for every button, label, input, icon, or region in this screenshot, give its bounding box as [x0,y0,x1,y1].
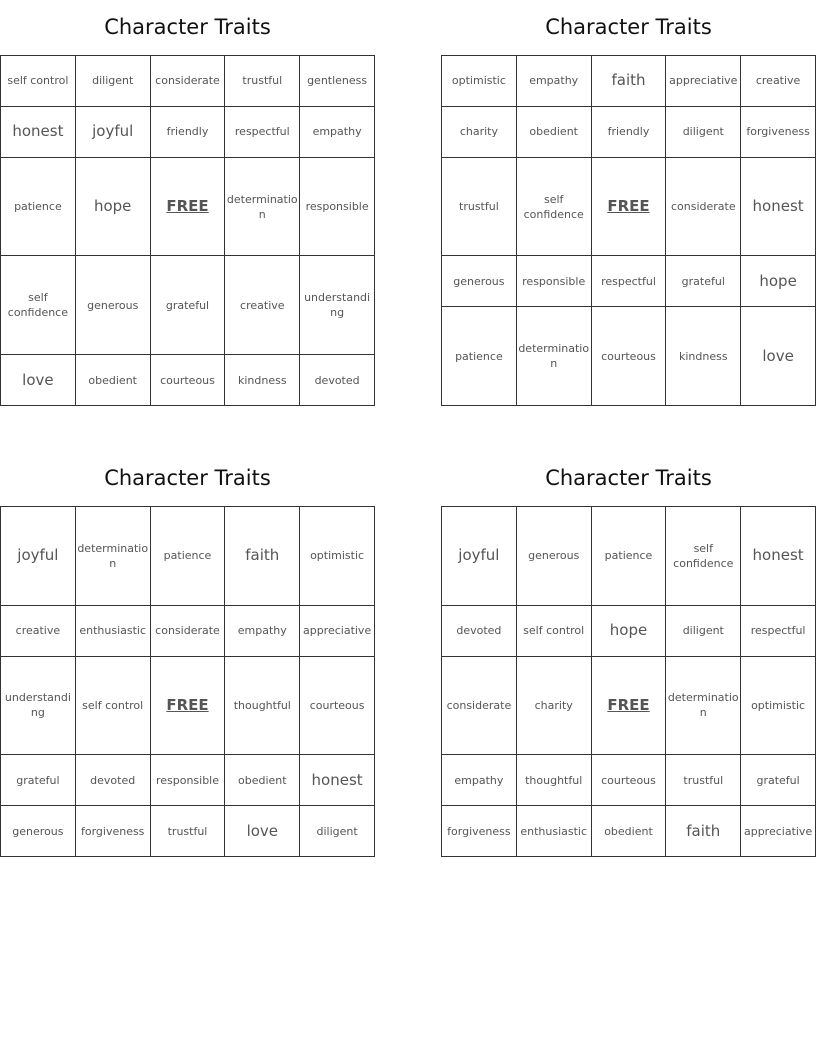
bingo-cell: trustful [666,755,741,806]
bingo-cell: determination [666,656,741,755]
bingo-cell: determination [225,157,300,256]
bingo-cell: friendly [591,106,666,157]
grid-row [1,755,375,806]
bingo-grid [441,55,816,406]
free-space-cell: FREE [591,656,666,755]
bingo-cell: empathy [300,106,375,157]
bingo-cell: trustful [150,806,225,857]
bingo-cell: kindness [225,355,300,406]
bingo-card-3 [0,451,375,857]
bingo-cell: appreciative [300,605,375,656]
bingo-cell: patience [150,507,225,606]
bingo-cell: devoted [300,355,375,406]
bingo-cell: faith [225,507,300,606]
bingo-cell: joyful [442,507,517,606]
bingo-cell: considerate [666,157,741,256]
grid-row [442,56,816,107]
bingo-cell: forgiveness [741,106,816,157]
bingo-cell: enthusiastic [75,605,150,656]
bingo-cell: optimistic [741,656,816,755]
grid-row [1,507,375,606]
bingo-cell: optimistic [300,507,375,606]
bingo-cell: forgiveness [75,806,150,857]
bingo-cell: optimistic [442,56,517,107]
bingo-cell: charity [516,656,591,755]
bingo-card-1 [0,0,375,406]
grid-row [442,307,816,406]
grid-row [1,157,375,256]
bingo-cell: responsible [300,157,375,256]
bingo-cell: self control [516,605,591,656]
bingo-cell: understanding [300,256,375,355]
bingo-cell: thoughtful [225,656,300,755]
bingo-cell: considerate [150,56,225,107]
bingo-cell: respectful [741,605,816,656]
bingo-cell: grateful [150,256,225,355]
bingo-cell: obedient [75,355,150,406]
bingo-cell: courteous [591,755,666,806]
bingo-cell: thoughtful [516,755,591,806]
bingo-cell: grateful [666,256,741,307]
free-space-cell: FREE [150,157,225,256]
card-title: Character Traits [104,15,271,39]
bingo-cell: respectful [591,256,666,307]
bingo-cell: self confidence [1,256,76,355]
bingo-cell: kindness [666,307,741,406]
bingo-cell: generous [75,256,150,355]
bingo-cell: trustful [225,56,300,107]
grid-row [442,605,816,656]
bingo-cell: determination [75,507,150,606]
bingo-cell: creative [741,56,816,107]
bingo-cell: honest [741,507,816,606]
bingo-cell: friendly [150,106,225,157]
bingo-cell: patience [1,157,76,256]
bingo-cell: appreciative [666,56,741,107]
bingo-cell: determination [516,307,591,406]
grid-row [442,507,816,606]
bingo-cell: self control [1,56,76,107]
bingo-cell: self confidence [516,157,591,256]
card-title: Character Traits [545,466,712,490]
grid-row [1,106,375,157]
free-space-cell: FREE [591,157,666,256]
bingo-grid [441,506,816,857]
bingo-cell: self control [75,656,150,755]
grid-row [1,256,375,355]
grid-row [442,755,816,806]
grid-row [1,605,375,656]
bingo-cell: trustful [442,157,517,256]
grid-row [1,656,375,755]
free-space-cell: FREE [150,656,225,755]
bingo-card-4 [441,451,816,857]
bingo-cell: gentleness [300,56,375,107]
bingo-cell: empathy [225,605,300,656]
grid-row [1,56,375,107]
bingo-cell: courteous [150,355,225,406]
bingo-cell: obedient [225,755,300,806]
bingo-cell: patience [591,507,666,606]
bingo-cell: empathy [516,56,591,107]
grid-row [442,656,816,755]
bingo-cell: diligent [666,605,741,656]
bingo-cell: diligent [75,56,150,107]
bingo-cell: hope [75,157,150,256]
grid-row [1,355,375,406]
grid-row [442,806,816,857]
bingo-cell: forgiveness [442,806,517,857]
bingo-cell: love [225,806,300,857]
bingo-cell: enthusiastic [516,806,591,857]
bingo-cell: joyful [75,106,150,157]
bingo-cell: generous [516,507,591,606]
bingo-cell: hope [591,605,666,656]
grid-row [442,157,816,256]
bingo-cell: responsible [150,755,225,806]
bingo-cell: honest [1,106,76,157]
card-title: Character Traits [545,15,712,39]
bingo-cell: courteous [591,307,666,406]
bingo-cell: respectful [225,106,300,157]
bingo-cell: faith [666,806,741,857]
bingo-cell: generous [1,806,76,857]
bingo-cell: love [1,355,76,406]
bingo-grid [0,55,375,406]
bingo-cell: grateful [741,755,816,806]
bingo-cell: hope [741,256,816,307]
bingo-cell: understanding [1,656,76,755]
bingo-cell: creative [1,605,76,656]
bingo-cell: grateful [1,755,76,806]
bingo-cell: creative [225,256,300,355]
grid-row [442,256,816,307]
bingo-cell: obedient [516,106,591,157]
bingo-cell: faith [591,56,666,107]
bingo-cell: self confidence [666,507,741,606]
bingo-cell: appreciative [741,806,816,857]
grid-row [442,106,816,157]
bingo-grid [0,506,375,857]
bingo-cell: joyful [1,507,76,606]
grid-row [1,806,375,857]
bingo-cell: considerate [442,656,517,755]
bingo-cell: generous [442,256,517,307]
bingo-cell: honest [300,755,375,806]
bingo-cell: courteous [300,656,375,755]
bingo-cell: devoted [75,755,150,806]
bingo-cell: diligent [300,806,375,857]
bingo-cell: responsible [516,256,591,307]
bingo-cell: obedient [591,806,666,857]
bingo-cell: charity [442,106,517,157]
bingo-cell: diligent [666,106,741,157]
bingo-cell: honest [741,157,816,256]
bingo-cell: considerate [150,605,225,656]
bingo-cell: patience [442,307,517,406]
bingo-cell: devoted [442,605,517,656]
bingo-card-2 [441,0,816,406]
bingo-cell: empathy [442,755,517,806]
card-title: Character Traits [104,466,271,490]
bingo-cell: love [741,307,816,406]
